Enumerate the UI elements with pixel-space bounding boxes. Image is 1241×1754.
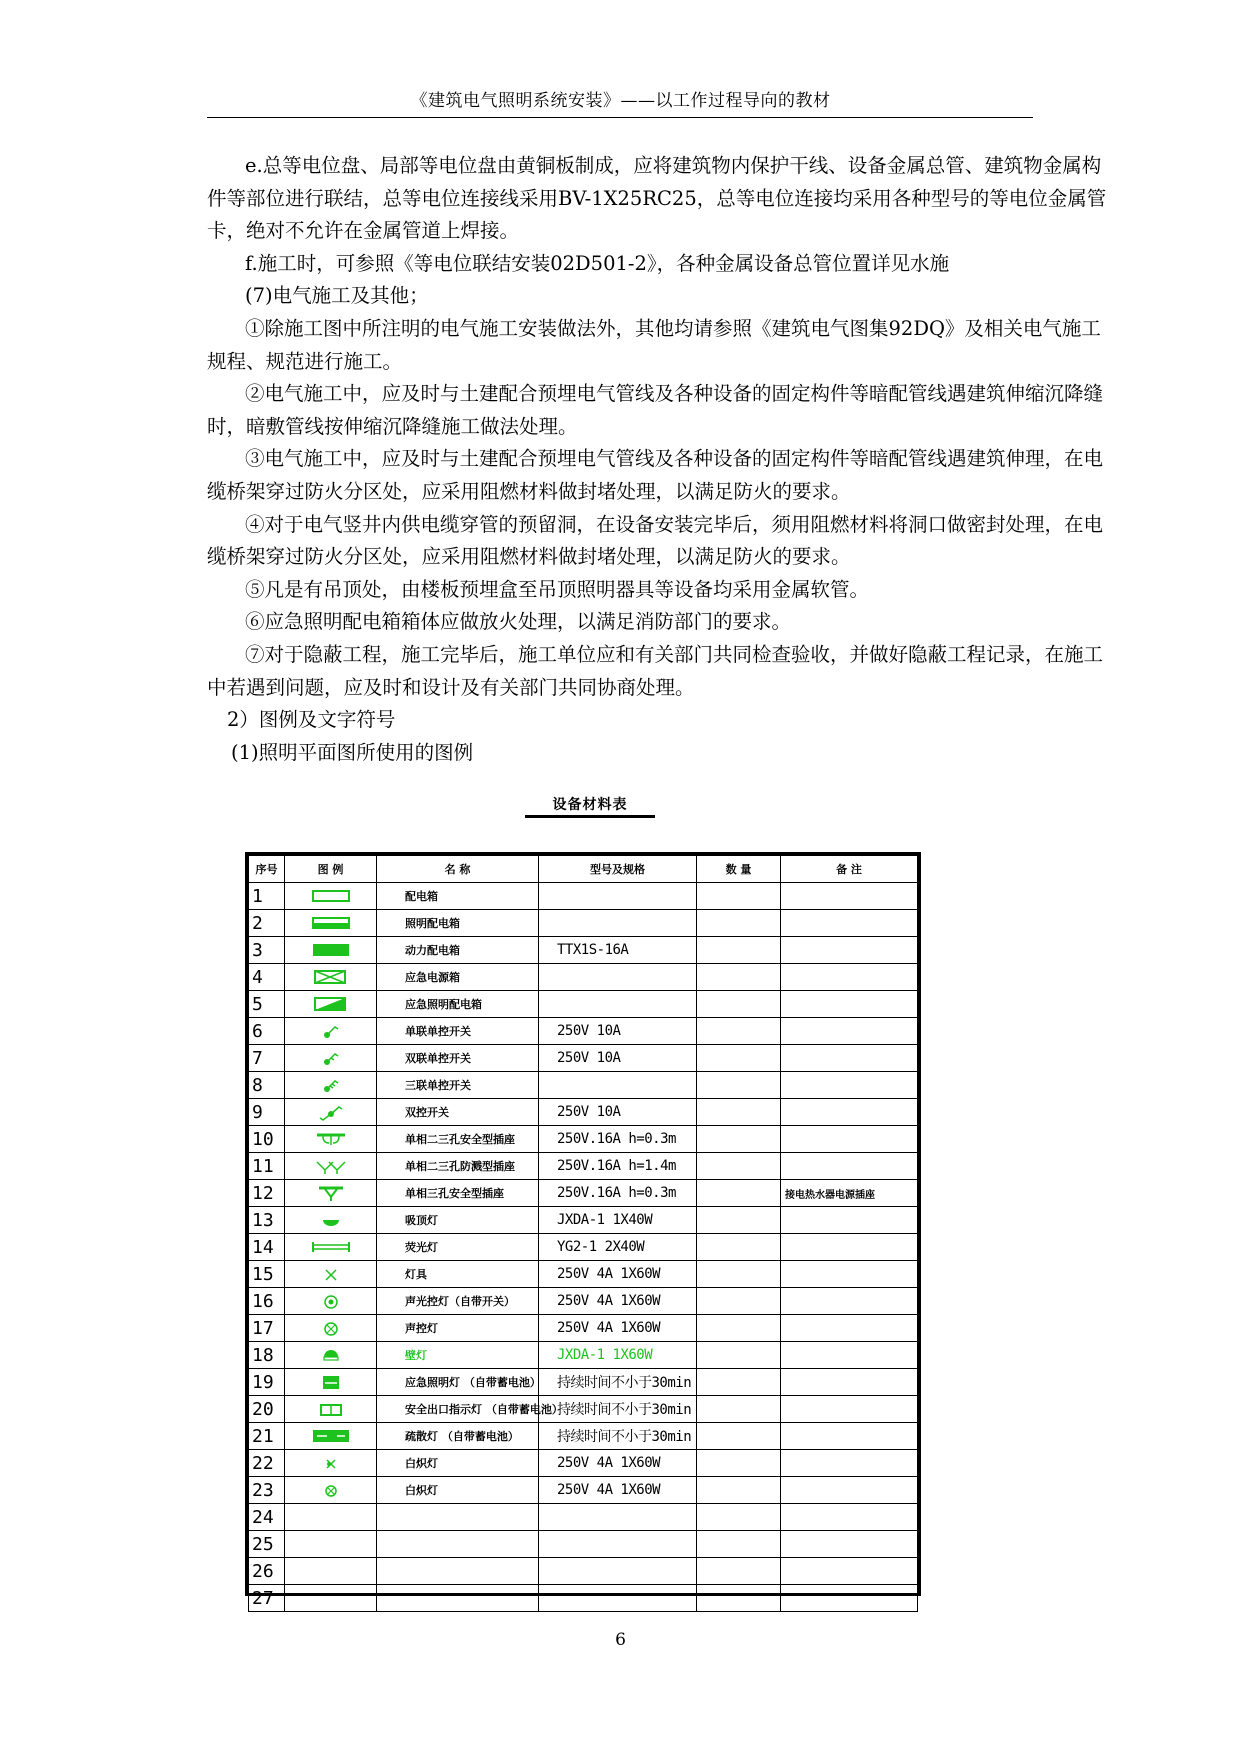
item-spec: JXDA-1 1X60W	[539, 1342, 697, 1369]
body-text	[207, 150, 1107, 769]
item-spec: 持续时间不小于30min	[539, 1369, 697, 1396]
item-quantity	[697, 1153, 781, 1180]
paragraph: ①除施工图中所注明的电气施工安装做法外，其他均请参照《建筑电气图集92DQ》及相关电气施工规程、规范进行施工。	[207, 316, 1101, 373]
lamp-switch-icon	[311, 1293, 351, 1310]
item-spec	[539, 991, 697, 1018]
paragraph: e.总等电位盘、局部等电位盘由黄铜板制成，应将建筑物内保护干线、设备金属总管、建筑物金属构件等部位进行联结，总等电位连接线采用BV-1X25RC25，总等电位连接均采用各种型号的等电位金属管卡，绝对不允许在金属管道上焊接。	[207, 154, 1107, 243]
item-name: 单相三孔安全型插座	[377, 1180, 539, 1207]
item-quantity	[697, 1342, 781, 1369]
panel-diagonal-icon	[311, 996, 351, 1013]
item-remark	[781, 1018, 918, 1045]
item-name: 三联单控开关	[377, 1072, 539, 1099]
item-name: 吸顶灯	[377, 1207, 539, 1234]
item-remark	[781, 910, 918, 937]
socket-high-icon	[311, 1158, 351, 1175]
item-name: 双联单控开关	[377, 1045, 539, 1072]
item-spec: TTX1S-16A	[539, 937, 697, 964]
item-spec: 250V 10A	[539, 1018, 697, 1045]
column-header: 型号及规格	[539, 856, 697, 883]
table-row	[249, 1234, 918, 1261]
table-row	[249, 1450, 918, 1477]
item-quantity	[697, 1315, 781, 1342]
item-remark	[781, 1504, 918, 1531]
symbol-cell	[285, 1126, 377, 1153]
panel-outline-icon	[311, 888, 351, 905]
item-quantity	[697, 1423, 781, 1450]
item-quantity	[697, 1207, 781, 1234]
item-name	[377, 1531, 539, 1558]
row-number: 22	[249, 1450, 285, 1477]
column-header: 备 注	[781, 856, 918, 883]
table-row	[249, 1369, 918, 1396]
symbol-cell	[285, 883, 377, 910]
wall-lamp-icon	[311, 1347, 351, 1364]
item-name: 声光控灯（自带开关）	[377, 1288, 539, 1315]
paragraph: (7)电气施工及其他；	[245, 284, 429, 308]
column-header: 图 例	[285, 856, 377, 883]
symbol-cell	[285, 1369, 377, 1396]
item-remark	[781, 1369, 918, 1396]
symbol-cell	[285, 1423, 377, 1450]
row-number: 14	[249, 1234, 285, 1261]
table-row	[249, 1504, 918, 1531]
page-number: 6	[615, 1630, 626, 1650]
item-name: 壁灯	[377, 1342, 539, 1369]
switch-single-icon	[311, 1023, 351, 1040]
item-remark	[781, 1342, 918, 1369]
row-number: 18	[249, 1342, 285, 1369]
item-spec	[539, 910, 697, 937]
item-quantity	[697, 1477, 781, 1504]
lamp-cross-icon	[311, 1266, 351, 1283]
row-number: 25	[249, 1531, 285, 1558]
item-quantity	[697, 1369, 781, 1396]
item-spec: 250V 4A 1X60W	[539, 1477, 697, 1504]
item-quantity	[697, 937, 781, 964]
table-row	[249, 1477, 918, 1504]
item-quantity	[697, 1072, 781, 1099]
item-remark	[781, 1423, 918, 1450]
symbol-cell	[285, 1207, 377, 1234]
item-name: 配电箱	[377, 883, 539, 910]
item-quantity	[697, 1288, 781, 1315]
row-number: 4	[249, 964, 285, 991]
symbol-cell	[285, 1477, 377, 1504]
paragraph: ②电气施工中，应及时与土建配合预埋电气管线及各种设备的固定构件等暗配管线遇建筑伸缩沉降缝时，暗敷管线按伸缩沉降缝施工做法处理。	[207, 382, 1104, 438]
item-name	[377, 1585, 539, 1612]
item-name: 应急电源箱	[377, 964, 539, 991]
paragraph: ③电气施工中，应及时与土建配合预埋电气管线及各种设备的固定构件等暗配管线遇建筑伸理，在电缆桥架穿过防火分区处，应采用阻燃材料做封堵处理，以满足防火的要求。	[207, 447, 1104, 503]
row-number: 5	[249, 991, 285, 1018]
symbol-cell	[285, 1180, 377, 1207]
item-name: 动力配电箱	[377, 937, 539, 964]
row-number: 6	[249, 1018, 285, 1045]
symbol-cell	[285, 964, 377, 991]
item-remark	[781, 1207, 918, 1234]
item-name: 灯具	[377, 1261, 539, 1288]
item-spec: 250V.16A h=0.3m	[539, 1126, 697, 1153]
item-quantity	[697, 1531, 781, 1558]
symbol-cell	[285, 991, 377, 1018]
item-quantity	[697, 1180, 781, 1207]
bulb-lamp-alt-icon	[311, 1482, 351, 1499]
row-number: 1	[249, 883, 285, 910]
symbol-cell	[285, 1288, 377, 1315]
table-row	[249, 1180, 918, 1207]
table-row	[249, 883, 918, 910]
table-row	[249, 1045, 918, 1072]
row-number: 17	[249, 1315, 285, 1342]
panel-cross-icon	[311, 969, 351, 986]
row-number: 9	[249, 1099, 285, 1126]
table-row	[249, 1207, 918, 1234]
item-name: 照明配电箱	[377, 910, 539, 937]
symbol-cell	[285, 1018, 377, 1045]
item-spec: 250V.16A h=1.4m	[539, 1153, 697, 1180]
page-header: 《建筑电气照明系统安装》——以工作过程导向的教材	[410, 91, 831, 111]
item-quantity	[697, 1558, 781, 1585]
table-row	[249, 1072, 918, 1099]
table-row	[249, 991, 918, 1018]
paragraph: f.施工时，可参照《等电位联结安装02D501-2》，各种金属设备总管位置详见水施	[245, 251, 950, 275]
item-remark	[781, 1045, 918, 1072]
table-row	[249, 1585, 918, 1612]
lamp-sound-icon	[311, 1320, 351, 1337]
item-remark	[781, 1099, 918, 1126]
column-header: 数 量	[697, 856, 781, 883]
item-quantity	[697, 1504, 781, 1531]
table-header-row	[249, 856, 918, 883]
item-quantity	[697, 964, 781, 991]
table-body	[249, 883, 918, 1612]
item-quantity	[697, 883, 781, 910]
symbol-cell	[285, 910, 377, 937]
row-number: 20	[249, 1396, 285, 1423]
item-name: 疏散灯 （自带蓄电池）	[377, 1423, 539, 1450]
row-number: 23	[249, 1477, 285, 1504]
row-number: 13	[249, 1207, 285, 1234]
item-quantity	[697, 1585, 781, 1612]
item-spec: 250V 10A	[539, 1045, 697, 1072]
switch-dual-control-icon	[311, 1104, 351, 1121]
table-row	[249, 1099, 918, 1126]
item-remark	[781, 1126, 918, 1153]
table-row	[249, 1261, 918, 1288]
item-remark	[781, 937, 918, 964]
item-spec: JXDA-1 1X40W	[539, 1207, 697, 1234]
item-remark	[781, 1531, 918, 1558]
item-remark: 接电热水器电源插座	[781, 1180, 918, 1207]
item-remark	[781, 1396, 918, 1423]
row-number: 19	[249, 1369, 285, 1396]
item-name: 声控灯	[377, 1315, 539, 1342]
table-row	[249, 1153, 918, 1180]
item-remark	[781, 1558, 918, 1585]
item-spec: 250V.16A h=0.3m	[539, 1180, 697, 1207]
paragraph: ④对于电气竖井内供电缆穿管的预留洞，在设备安装完毕后，须用阻燃材料将洞口做密封处理，在电缆桥架穿过防火分区处，应采用阻燃材料做封堵处理，以满足防火的要求。	[207, 512, 1104, 569]
ceiling-lamp-icon	[311, 1212, 351, 1229]
item-remark	[781, 1585, 918, 1612]
item-remark	[781, 964, 918, 991]
item-spec: 250V 4A 1X60W	[539, 1288, 697, 1315]
item-name: 应急照明配电箱	[377, 991, 539, 1018]
symbol-cell	[285, 1261, 377, 1288]
panel-filled-icon	[311, 942, 351, 959]
bulb-lamp-icon	[311, 1455, 351, 1472]
row-number: 24	[249, 1504, 285, 1531]
socket-low-icon	[311, 1131, 351, 1148]
row-number: 27	[249, 1585, 285, 1612]
item-quantity	[697, 1045, 781, 1072]
row-number: 15	[249, 1261, 285, 1288]
item-spec	[539, 1531, 697, 1558]
item-spec: 持续时间不小于30min	[539, 1396, 697, 1423]
table-row	[249, 1288, 918, 1315]
symbol-cell	[285, 1585, 377, 1612]
item-name: 应急照明灯 （自带蓄电池）	[377, 1369, 539, 1396]
equipment-table	[245, 852, 921, 1609]
panel-half-icon	[311, 915, 351, 932]
item-name: 白炽灯	[377, 1450, 539, 1477]
item-name	[377, 1558, 539, 1585]
symbol-cell	[285, 1396, 377, 1423]
symbol-cell	[285, 1045, 377, 1072]
symbol-cell	[285, 1315, 377, 1342]
item-remark	[781, 991, 918, 1018]
item-name	[377, 1504, 539, 1531]
socket-three-phase-icon	[311, 1185, 351, 1202]
symbol-cell	[285, 1072, 377, 1099]
item-spec: 250V 10A	[539, 1099, 697, 1126]
table-row	[249, 910, 918, 937]
item-quantity	[697, 1126, 781, 1153]
table-row	[249, 1018, 918, 1045]
paragraph: ⑥应急照明配电箱箱体应做放火处理，以满足消防部门的要求。	[245, 610, 792, 634]
drawing-title-underline	[525, 815, 655, 818]
item-remark	[781, 1234, 918, 1261]
table-row	[249, 937, 918, 964]
column-header: 名 称	[377, 856, 539, 883]
item-spec: 250V 4A 1X60W	[539, 1450, 697, 1477]
item-spec	[539, 1504, 697, 1531]
item-remark	[781, 1288, 918, 1315]
item-spec	[539, 1585, 697, 1612]
item-quantity	[697, 1261, 781, 1288]
item-remark	[781, 1072, 918, 1099]
item-spec	[539, 883, 697, 910]
table-row	[249, 964, 918, 991]
row-number: 3	[249, 937, 285, 964]
item-quantity	[697, 1018, 781, 1045]
item-quantity	[697, 1099, 781, 1126]
item-remark	[781, 1261, 918, 1288]
exit-sign-icon	[311, 1401, 351, 1418]
row-number: 10	[249, 1126, 285, 1153]
row-number: 26	[249, 1558, 285, 1585]
section-heading: 2）图例及文字符号	[227, 708, 396, 732]
switch-triple-icon	[311, 1077, 351, 1094]
item-name: 白炽灯	[377, 1477, 539, 1504]
paragraph: ⑦对于隐蔽工程，施工完毕后，施工单位应和有关部门共同检查验收，并做好隐蔽工程记录，在施工中若遇到问题，应及时和设计及有关部门共同协商处理。	[207, 642, 1104, 699]
symbol-cell	[285, 1234, 377, 1261]
evacuation-sign-icon	[311, 1428, 351, 1445]
item-name: 单相二三孔防溅型插座	[377, 1153, 539, 1180]
symbol-cell	[285, 937, 377, 964]
item-remark	[781, 883, 918, 910]
row-number: 21	[249, 1423, 285, 1450]
table-row	[249, 1126, 918, 1153]
item-remark	[781, 1153, 918, 1180]
header-divider	[207, 117, 1033, 118]
row-number: 11	[249, 1153, 285, 1180]
item-spec	[539, 1072, 697, 1099]
item-remark	[781, 1315, 918, 1342]
item-quantity	[697, 1234, 781, 1261]
column-header: 序号	[249, 856, 285, 883]
table-row	[249, 1531, 918, 1558]
symbol-cell	[285, 1342, 377, 1369]
subsection-heading: (1)照明平面图所使用的图例	[231, 740, 474, 764]
item-name: 安全出口指示灯 （自带蓄电池）	[377, 1396, 539, 1423]
symbol-cell	[285, 1153, 377, 1180]
row-number: 2	[249, 910, 285, 937]
row-number: 12	[249, 1180, 285, 1207]
emergency-lamp-icon	[311, 1374, 351, 1391]
table-row	[249, 1558, 918, 1585]
item-name: 双控开关	[377, 1099, 539, 1126]
item-remark	[781, 1477, 918, 1504]
item-quantity	[697, 1396, 781, 1423]
item-name: 单联单控开关	[377, 1018, 539, 1045]
symbol-cell	[285, 1099, 377, 1126]
paragraph: ⑤凡是有吊顶处，由楼板预埋盒至吊顶照明器具等设备均采用金属软管。	[245, 577, 870, 601]
item-spec: 持续时间不小于30min	[539, 1423, 697, 1450]
item-name: 单相二三孔安全型插座	[377, 1126, 539, 1153]
table-row	[249, 1315, 918, 1342]
symbol-cell	[285, 1531, 377, 1558]
table-row	[249, 1396, 918, 1423]
item-quantity	[697, 910, 781, 937]
item-remark	[781, 1450, 918, 1477]
table-row	[249, 1342, 918, 1369]
item-spec: 250V 4A 1X60W	[539, 1315, 697, 1342]
row-number: 8	[249, 1072, 285, 1099]
drawing-title: 设备材料表	[552, 797, 628, 813]
item-name: 荧光灯	[377, 1234, 539, 1261]
item-quantity	[697, 1450, 781, 1477]
item-spec	[539, 1558, 697, 1585]
symbol-cell	[285, 1558, 377, 1585]
item-spec: 250V 4A 1X60W	[539, 1261, 697, 1288]
table-row	[249, 1423, 918, 1450]
switch-double-icon	[311, 1050, 351, 1067]
row-number: 16	[249, 1288, 285, 1315]
symbol-cell	[285, 1450, 377, 1477]
item-quantity	[697, 991, 781, 1018]
item-spec	[539, 964, 697, 991]
row-number: 7	[249, 1045, 285, 1072]
item-spec: YG2-1 2X40W	[539, 1234, 697, 1261]
symbol-cell	[285, 1504, 377, 1531]
fluorescent-lamp-icon	[311, 1239, 351, 1256]
